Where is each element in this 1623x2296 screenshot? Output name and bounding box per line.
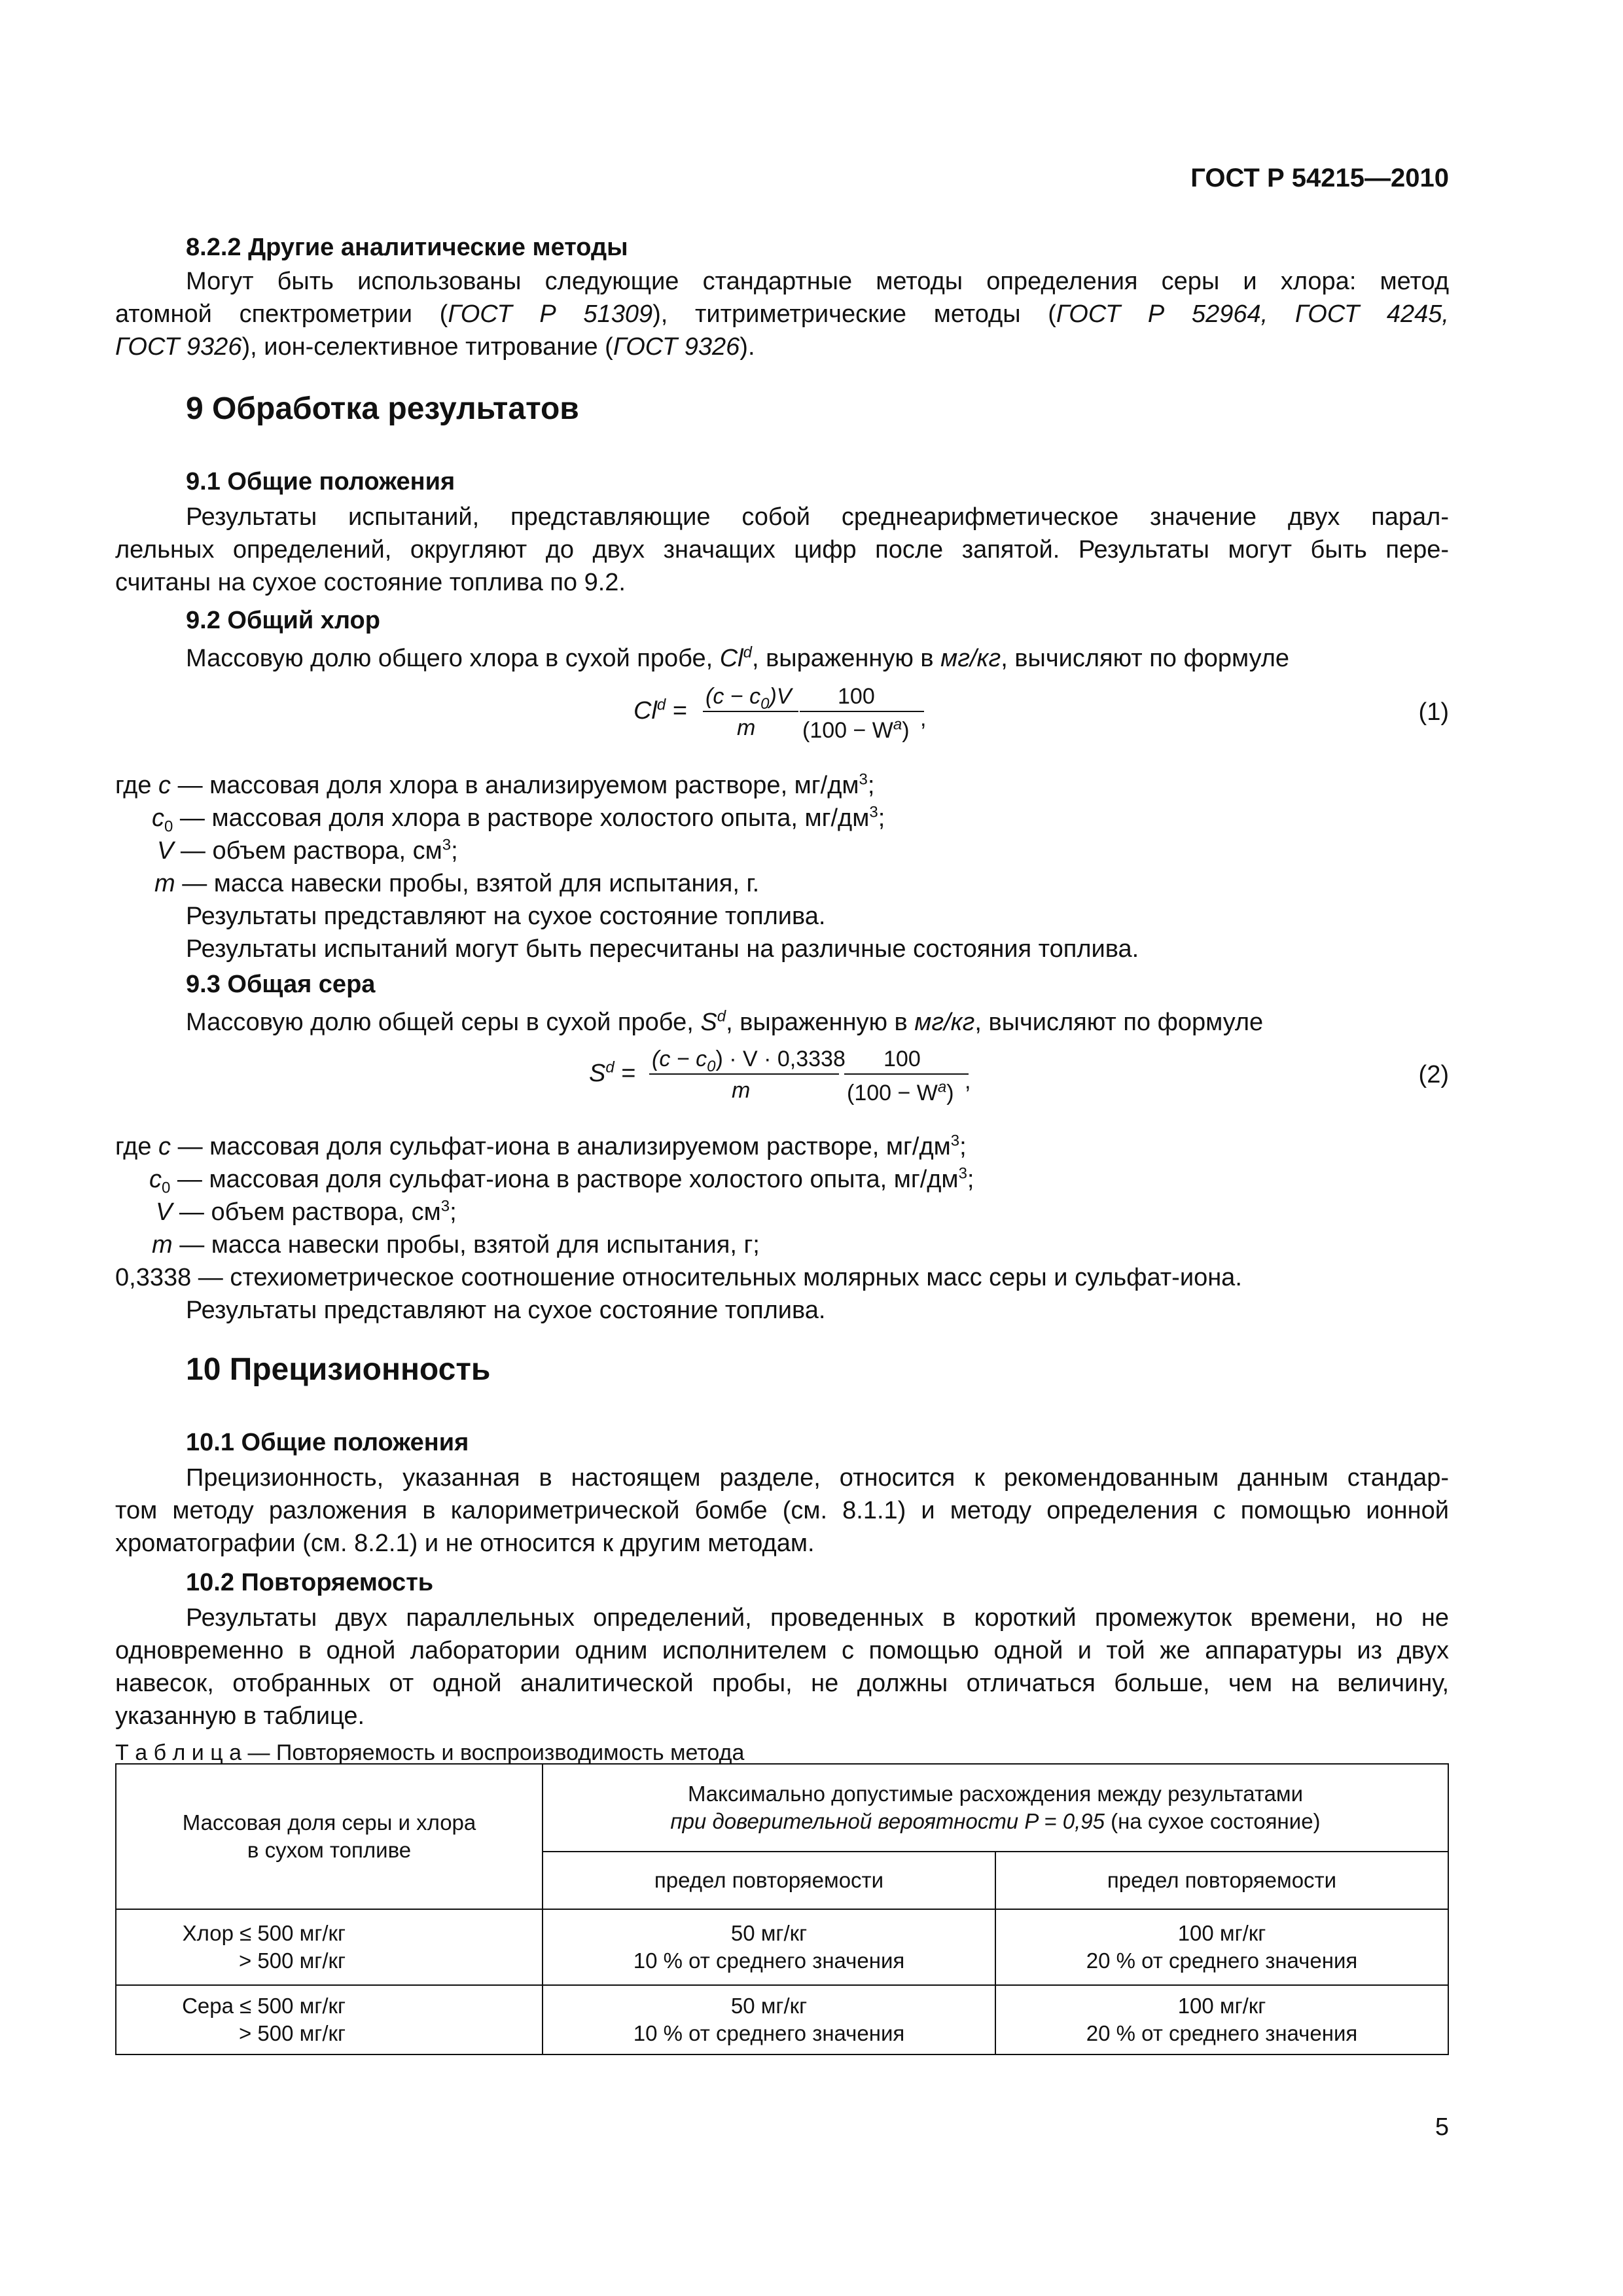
formula-1-denominator-2: $(100 - W^a)$ bbox=[802, 715, 910, 743]
document-code: ГОСТ Р 54215—2010 bbox=[1190, 164, 1449, 192]
section-9-1-line-1: Результаты испытаний, представляющие собой среднеарифметическое значение двух парал- bbox=[186, 503, 1449, 531]
table-header-column-1 bbox=[116, 1764, 543, 1909]
section-9-2-note-2: Результаты испытаний могут быть пересчитаны на различные состояния топлива. bbox=[186, 935, 1139, 963]
formula-1-numerator-2: 100 bbox=[838, 684, 875, 709]
table-cell-line-2: 20 % от среднего значения bbox=[1086, 1948, 1358, 1973]
table-header-group-line-1: Максимально допустимые расхождения между результатами bbox=[687, 1782, 1304, 1806]
formula-2-numerator-2: 100 bbox=[883, 1047, 921, 1071]
formula-1-def-m: m — масса навески пробы, взятой для испытания, г. bbox=[154, 870, 760, 897]
formula-2-number: (2) bbox=[1418, 1061, 1449, 1088]
formula-1-comma: , bbox=[920, 706, 927, 731]
formula-1-numerator-1: $(c - c_0)V$ bbox=[705, 684, 792, 713]
table-row bbox=[116, 1909, 1448, 1985]
section-10-1-line-3: хроматографии (см. 8.2.1) и не относится к другим методам. bbox=[115, 1530, 815, 1557]
section-9-2-title: 9.2 Общий хлор bbox=[186, 607, 380, 634]
table-row-label-line-1: Сера ≤ 500 мг/кг bbox=[182, 1994, 346, 2018]
table-cell-line-1: 50 мг/кг bbox=[730, 1994, 808, 2018]
formula-2-numerator-1: $(c - c_0) \cdot V \cdot 0,3338$ bbox=[652, 1047, 846, 1075]
section-9-3-title: 9.3 Общая сера bbox=[186, 971, 376, 998]
table-cell-line-1: 100 мг/кг bbox=[1177, 1921, 1266, 1945]
section-9-2-note-1: Результаты представляют на сухое состояние топлива. bbox=[186, 903, 826, 930]
formula-2-def-c: где c — массовая доля сульфат-иона в анализируемом растворе, $мг/дм^3$; bbox=[115, 1132, 967, 1160]
page-number: 5 bbox=[1435, 2113, 1449, 2141]
table-cell bbox=[543, 1909, 995, 1985]
formula-2-denominator-2: $(100 - W^a)$ bbox=[847, 1078, 954, 1105]
precision-table bbox=[115, 1763, 1449, 2055]
table-cell bbox=[995, 1985, 1448, 2054]
table-cell bbox=[995, 1909, 1448, 1985]
table-row-label-line-2: > 500 мг/кг bbox=[238, 2021, 346, 2045]
section-9-1-line-3: считаны на сухое состояние топлива по 9.2. bbox=[115, 569, 626, 596]
table-cell-line-2: 10 % от среднего значения bbox=[633, 1948, 905, 1973]
section-10-title: 10 Прецизионность bbox=[186, 1352, 491, 1387]
table-row-label-line-2: > 500 мг/кг bbox=[238, 1948, 346, 1973]
table-cell-line-1: 100 мг/кг bbox=[1177, 1994, 1266, 2018]
formula-1-denominator-1: m bbox=[737, 715, 756, 740]
formula-2-def-v: V — объем раствора, $см^3$; bbox=[156, 1197, 457, 1226]
section-9-3-note-1: Результаты представляют на сухое состояние топлива. bbox=[186, 1297, 826, 1324]
table-cell bbox=[543, 1985, 995, 2054]
table-row-label-line-1: Хлор ≤ 500 мг/кг bbox=[182, 1921, 346, 1945]
formula-1-number: (1) bbox=[1418, 698, 1449, 726]
table-header-group bbox=[543, 1764, 1448, 1852]
section-10-2-line-2: одновременно в одной лаборатории одним исполнителем с помощью одной и той же аппаратуры из двух bbox=[115, 1637, 1449, 1664]
formula-2-def-coefficient: 0,3338 — стехиометрическое соотношение относительных молярных масс серы и сульфат-иона. bbox=[115, 1264, 1242, 1291]
formula-1-def-v: V — объем раствора, $см^3$; bbox=[157, 836, 458, 865]
formula-2-def-m: m — масса навески пробы, взятой для испытания, г; bbox=[152, 1231, 760, 1259]
formula-2-def-c0: $c_0$ — массовая доля сульфат-иона в растворе холостого опыта, $мг/дм^3$; bbox=[149, 1164, 974, 1197]
section-10-1-line-2: том методу разложения в калориметрической бомбе (см. 8.1.1) и методу определения с помощью ионной bbox=[115, 1497, 1449, 1524]
section-10-1-line-1: Прецизионность, указанная в настоящем разделе, относится к рекомендованным данным стандар- bbox=[186, 1464, 1449, 1492]
formula-2-bar-1 bbox=[649, 1073, 839, 1075]
table-caption: Т а б л и ц а — Повторяемость и воспроизводимость метода bbox=[115, 1740, 745, 1765]
table-header-column-1-line-2: в сухом топливе bbox=[247, 1838, 412, 1862]
section-9-1-line-2: лельных определений, округляют до двух значащих цифр после запятой. Результаты могут быть пере- bbox=[115, 536, 1449, 564]
section-10-2-line-1: Результаты двух параллельных определений, проведенных в короткий промежуток времени, но не bbox=[186, 1604, 1449, 1632]
section-8-2-2-line-1: Могут быть использованы следующие стандартные методы определения серы и хлора: метод bbox=[186, 268, 1449, 295]
table-header-subcolumn-1: предел повторяемости bbox=[543, 1852, 995, 1909]
table-header-column-1-line-1: Массовая доля серы и хлора bbox=[182, 1810, 476, 1835]
section-10-2-title: 10.2 Повторяемость bbox=[186, 1569, 434, 1596]
table-header-subcolumn-2: предел повторяемости bbox=[995, 1852, 1448, 1909]
table-row bbox=[116, 1985, 1448, 2054]
formula-2-bar-2 bbox=[844, 1073, 969, 1075]
formula-1-bar-2 bbox=[800, 711, 924, 712]
formula-2-comma: , bbox=[965, 1069, 971, 1094]
section-8-2-2-line-2: атомной спектрометрии (ГОСТ Р 51309), титриметрические методы (ГОСТ Р 52964, ГОСТ 4245, bbox=[115, 300, 1449, 328]
table-cell-line-1: 50 мг/кг bbox=[730, 1921, 808, 1945]
table-row-label bbox=[116, 1985, 543, 2054]
formula-2-lhs: $S^d$ = bbox=[589, 1058, 636, 1087]
section-9-2-intro: Массовую долю общего хлора в сухой пробе, Cl$^d$, выраженную в мг/кг, вычисляют по формуле bbox=[186, 643, 1290, 672]
section-8-2-2-line-3: ГОСТ 9326), ион-селективное титрование (ГОСТ 9326). bbox=[115, 333, 755, 361]
formula-1-bar-1 bbox=[703, 711, 798, 712]
section-9-title: 9 Обработка результатов bbox=[186, 391, 579, 426]
section-9-1-title: 9.1 Общие положения bbox=[186, 468, 455, 495]
section-10-2-line-4: указанную в таблице. bbox=[115, 1702, 365, 1730]
formula-2-denominator-1: m bbox=[732, 1078, 751, 1103]
section-9-3-intro: Массовую долю общей серы в сухой пробе, $S^d$, выраженную в мг/кг, вычисляют по формуле bbox=[186, 1007, 1264, 1036]
formula-1-def-c0: $c_0$ — массовая доля хлора в растворе холостого опыта, $мг/дм^3$; bbox=[152, 803, 885, 836]
formula-1-lhs: Cl$^d$ = bbox=[633, 696, 688, 725]
section-10-2-line-3: навесок, отобранных от одной аналитической пробы, не должны отличаться больше, чем на величину, bbox=[115, 1670, 1449, 1697]
table-row-label bbox=[116, 1909, 543, 1985]
table-cell-line-2: 10 % от среднего значения bbox=[633, 2021, 905, 2045]
section-8-2-2-title: 8.2.2 Другие аналитические методы bbox=[186, 234, 628, 261]
table-cell-line-2: 20 % от среднего значения bbox=[1086, 2021, 1358, 2045]
table-header-group-line-2: при доверительной вероятности P = 0,95 (на сухое состояние) bbox=[670, 1809, 1321, 1833]
formula-1-def-c: где c — массовая доля хлора в анализируемом растворе, $мг/дм^3$; bbox=[115, 770, 875, 799]
section-10-1-title: 10.1 Общие положения bbox=[186, 1429, 469, 1456]
